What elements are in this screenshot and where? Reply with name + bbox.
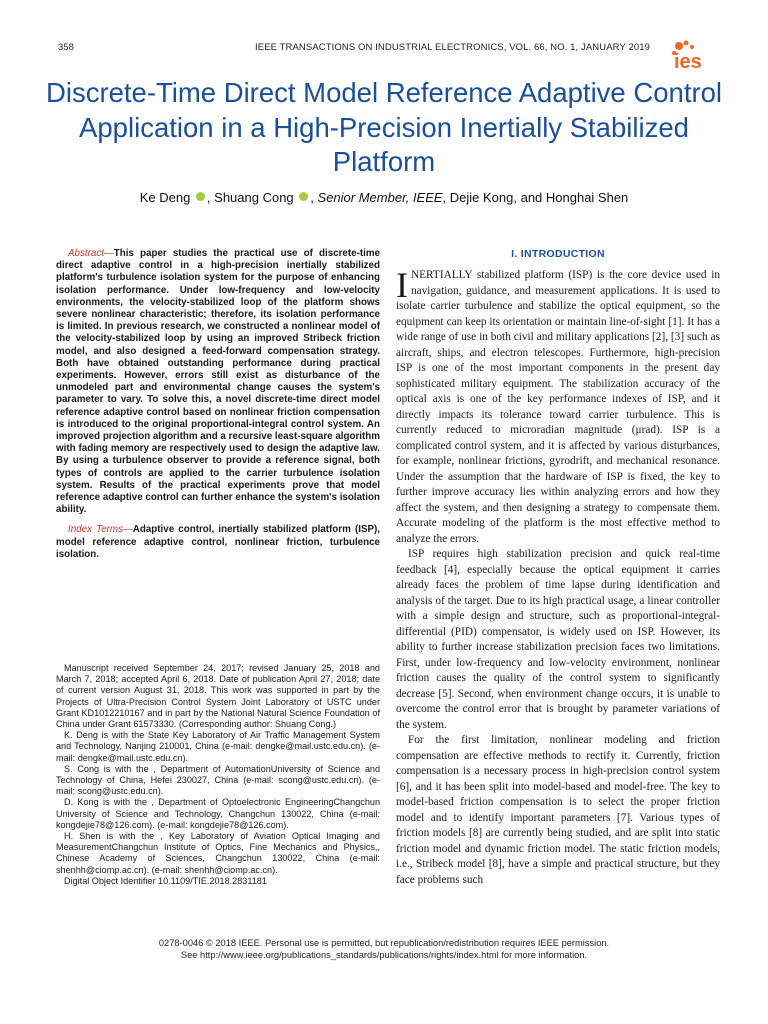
index-terms-label: Index Terms— — [68, 524, 133, 536]
footnote: K. Deng is with the State Key Laboratory of Air Traffic Management System and Technology, Nanjing 210001, China (e-mail: dengke@mail.ustc.edu.cn). (e-mail: dengke@mail.ustc.edu.cn). — [56, 730, 380, 763]
abstract-text: This paper studies the practical use of discrete-time direct adaptive control in a high-precision inertially stabilized platform's turbulence isolation system for the purpose of enhancing isolation performance. Under low-frequency and low-velocity environments, the velocity-stabilized loop of the platform shows severe nonlinear characteristic; therefore, its isolation performance is limited. In previous research, we constructed a nonlinear model of the velocity-stabilized loop by using an improved Stribeck friction model, and also designed a feed-forward compensation strategy. Both have obtained outstanding performance during practical experiments. However, errors still exist as disturbance of the unmodeled part and environmental change causes the system's parameter to vary. To solve this, a novel discrete-time direct model reference adaptive control based on nonlinear friction compensation is introduced to the original proportional-integral control system. An improved projection algorithm and a recursive least-square algorithm with fading memory are respectively used to design the adaptive law. By using a turbulence observer to provide a reference signal, both types of controls are applied to the carrier turbulence isolation system. Results of the practical experiments prove that model reference adaptive control can further enhance the system's isolation ability. — [56, 248, 380, 516]
author-name: Ke Deng — [139, 190, 191, 205]
first-page-footnotes — [56, 663, 380, 887]
author-membership: Senior Member, IEEE — [317, 190, 443, 205]
footnote: S. Cong is with the , Department of AutomationUniversity of Science and Technology of China, Hefei 230027, China (e-mail: scong@ustc.edu.cn). (e-mail: scong@ustc.edu.cn). — [56, 763, 380, 797]
author-name: Dejie Kong, and Honghai Shen — [449, 190, 629, 205]
footnote: D. Kong is with the , Department of Optoelectronic EngineeringChangchun University of Science and Technology, Changchun 130022, China (e-mail: kongdejie78@126.com). (e-mail: kongdejie78@126.com). — [56, 797, 380, 830]
author-line: Ke Deng , Shuang Cong , Senior Member, IEEE, Dejie Kong, and Honghai Shen — [139, 190, 629, 205]
index-terms — [56, 524, 380, 561]
rights-link[interactable]: See http://www.ieee.org/publications_standards/publications/rights/index.html for more information. — [180, 949, 588, 960]
page-number: 358 — [58, 42, 74, 53]
abstract-label: Abstract— — [68, 248, 114, 259]
body-paragraph: ISP requires high stabilization precision and quick real-time feedback [4], especially because the optical equipment it carries already faces the problem of time lapse during identification and analysis of the target. Due to its high practical usage, a linear controller with a simple design and structure, such as proportional-integral-differential (PID) compensator, is widely used on ISP. However, its ability to further increase stabilization precision faces two limitations. First, under low-frequency and low-velocity environment, nonlinear friction causes the quality of the control system to significantly decrease [5]. Second, when environment change occurs, it is unable to overcome the control error that is brought by parameter variations of the system. — [396, 548, 720, 731]
body-paragraph: For the first limitation, nonlinear modeling and friction compensation are effective methods to rectify it. Currently, friction compensation is a necessary process in high-precision control system [6], and it has been split into model-based and model-free. The key to model-based friction compensation is to select the proper friction model and to identify important parameters [7]. Various types of friction models [8] are currently being studied, and are split into static friction model and dynamic friction model. The static friction models, i.e., Stribeck model [8], have a simple and practical structure, but they face problems such — [396, 734, 720, 886]
right-column — [396, 248, 720, 888]
paper-title: Discrete-Time Direct Model Reference Adaptive Control Application in a High-Precision Inertially Stabilized Platform — [45, 77, 723, 177]
copyright-line: 0278-0046 © 2018 IEEE. Personal use is permitted, but republication/redistribution requires IEEE permission. — [158, 938, 610, 948]
abstract — [56, 248, 380, 516]
footnote: H. Shen is with the , Key Laboratory of Aviation Optical Imaging and MeasurementChangchun Institute of Optics, Fine Mechanics and Physics,, Chinese Academy of Sciences, Changchun 130022, China (e-mail: shenhh@ciomp.ac.cn). (e-mail: shenhh@ciomp.ac.cn). — [56, 831, 380, 875]
journal-line: IEEE TRANSACTIONS ON INDUSTRIAL ELECTRONICS, VOL. 66, NO. 1, JANUARY 2019 — [255, 42, 650, 53]
footnote: Digital Object Identifier 10.1109/TIE.2018.2831181 — [64, 875, 267, 886]
author-name: Shuang Cong — [214, 190, 294, 205]
footnote: Manuscript received September 24, 2017; revised January 25, 2018 and March 7, 2018; accepted April 6, 2018. Date of publication April 27, 2018; date of current version August 31, 2018. This work was supported in part by the Projects of Ultra-Precision Control System Joint Laboratory of USTC under Grant KD1012210167 and in part by the National Natural Science Foundation of China under Grant 61573330. (Corresponding author: Shuang Cong.) — [56, 663, 380, 730]
running-header — [58, 42, 710, 56]
copyright-footer — [40, 938, 728, 961]
left-column — [56, 248, 380, 561]
svg-text:ies: ies — [674, 51, 702, 72]
section-heading: I. INTRODUCTION — [511, 248, 605, 260]
drop-cap: I — [396, 265, 408, 305]
orcid-icon[interactable] — [299, 192, 308, 201]
orcid-icon[interactable] — [196, 192, 205, 201]
ies-logo-icon — [670, 40, 722, 72]
index-terms-text: Adaptive control, inertially stabilized platform (ISP), model reference adaptive control, nonlinear friction, turbulence isolation. — [56, 524, 381, 560]
body-paragraph: INERTIALLY stabilized platform (ISP) is the core device used in navigation, guidance, and measurement applications. It is used to isolate carrier turbulence and stabilize the optical equipment, so the equipment can keep its orientation or maintain line-of-sight [1]. It has a wide range of use in both civil and military applications [2], [3] such as aircraft, ships, and electron telescopes. Furthermore, high-precision ISP is one of the most important components in the present day sophisticated military equipment. The stabilization accuracy of the optical axis is one of the key performance indexes of ISP, and it directly impacts its tolerance toward carrier turbulence. This is currently reduced to microradian magnitude (μrad). ISP is a complicated control system, and it is affected by various disturbances, for example, nonlinear frictions, gyrodrift, and mechanical resonance. Under the assumption that the hardware of ISP is fixed, the key to further improve accuracy lies within analyzing errors and how they affect the system, and then designing a strategy to compensate them. Accurate modeling of the platform is the most effective method to analyze the errors. — [396, 265, 720, 545]
